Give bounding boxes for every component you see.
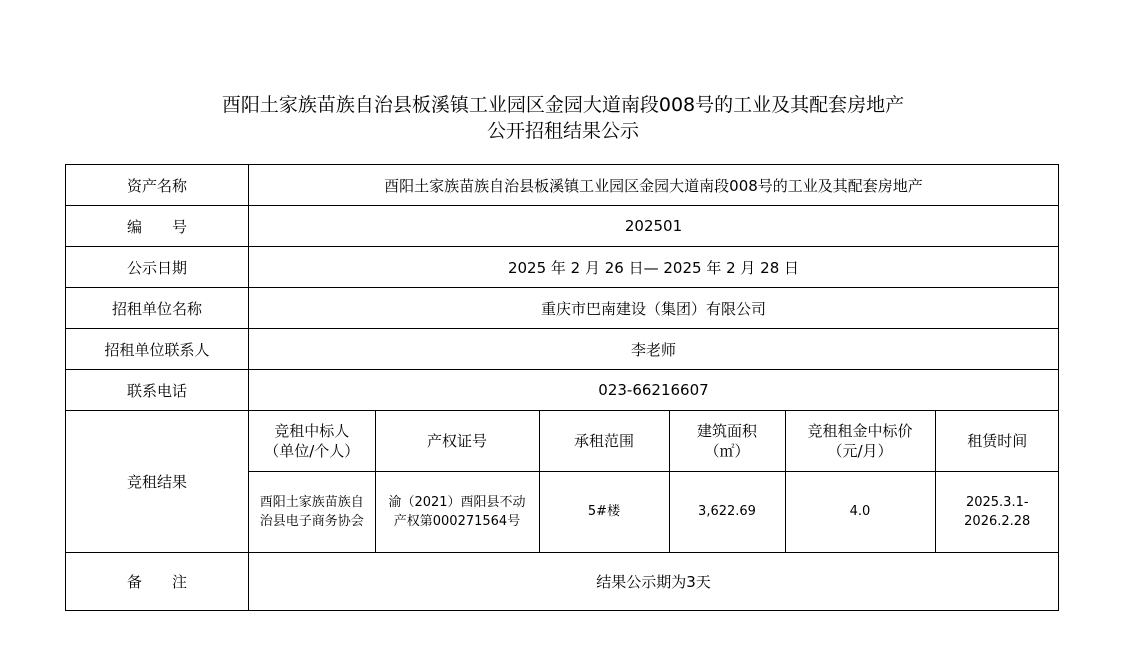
row-number xyxy=(66,206,1059,247)
notice-date-value: 2025 年 2 月 26 日— 2025 年 2 月 28 日 xyxy=(249,247,1059,288)
header-rent-line2: （元/月） xyxy=(827,441,893,460)
cell-rent: 4.0 xyxy=(785,471,935,552)
cell-winner xyxy=(249,471,375,552)
header-scope: 承租范围 xyxy=(539,411,669,471)
header-area-line1: 建筑面积 xyxy=(696,421,757,440)
cell-winner-line1: 酉阳土家族苗族自 xyxy=(259,494,364,510)
cell-period xyxy=(935,471,1059,552)
header-period: 租赁时间 xyxy=(935,411,1059,471)
row-lessor-contact xyxy=(66,329,1059,370)
lessor-unit-label: 招租单位名称 xyxy=(66,288,249,329)
row-bid-result xyxy=(66,411,1059,553)
cell-area: 3,622.69 xyxy=(669,471,785,552)
cell-period-line1: 2025.3.1- xyxy=(965,494,1029,510)
bid-result-label: 竞租结果 xyxy=(66,411,249,553)
row-lessor-unit xyxy=(66,288,1059,329)
asset-name-value: 酉阳土家族苗族自治县板溪镇工业园区金园大道南段008号的工业及其配套房地产 xyxy=(249,165,1059,206)
bid-result-table xyxy=(249,411,1059,552)
header-winner xyxy=(249,411,375,471)
row-asset-name xyxy=(66,165,1059,206)
phone-value: 023-66216607 xyxy=(249,370,1059,411)
header-cert: 产权证号 xyxy=(375,411,539,471)
bid-header-row xyxy=(249,411,1059,471)
title-line-1: 酉阳土家族苗族自治县板溪镇工业园区金园大道南段008号的工业及其配套房地产 xyxy=(221,94,905,116)
lessor-contact-value: 李老师 xyxy=(249,329,1059,370)
title-line-2: 公开招租结果公示 xyxy=(486,120,639,142)
header-rent xyxy=(785,411,935,471)
lessor-unit-value: 重庆市巴南建设（集团）有限公司 xyxy=(249,288,1059,329)
header-winner-line1: 竞租中标人 xyxy=(274,421,350,440)
lessor-contact-label: 招租单位联系人 xyxy=(66,329,249,370)
header-rent-line1: 竞租租金中标价 xyxy=(807,421,913,440)
bid-data-row xyxy=(249,471,1059,552)
row-phone xyxy=(66,370,1059,411)
cell-cert-line2: 产权第000271564号 xyxy=(393,513,521,529)
cell-winner-line2: 治县电子商务协会 xyxy=(259,513,364,529)
cell-period-line2: 2026.2.28 xyxy=(964,513,1031,529)
remarks-value: 结果公示期为3天 xyxy=(249,553,1059,611)
number-value: 202501 xyxy=(249,206,1059,247)
row-notice-date xyxy=(66,247,1059,288)
row-remarks xyxy=(66,553,1059,611)
phone-label: 联系电话 xyxy=(66,370,249,411)
number-label: 编 号 xyxy=(66,206,249,247)
header-area xyxy=(669,411,785,471)
cell-cert xyxy=(375,471,539,552)
header-area-line2: （㎡） xyxy=(704,441,750,460)
result-table xyxy=(65,164,1059,611)
cell-scope: 5#楼 xyxy=(539,471,669,552)
cell-cert-line1: 渝（2021）酉阳县不动 xyxy=(388,494,526,510)
bid-result-cell xyxy=(249,411,1059,553)
asset-name-label: 资产名称 xyxy=(66,165,249,206)
header-winner-line2: （单位/个人） xyxy=(264,441,360,460)
notice-date-label: 公示日期 xyxy=(66,247,249,288)
remarks-label: 备 注 xyxy=(66,553,249,611)
document-title xyxy=(0,92,1126,144)
